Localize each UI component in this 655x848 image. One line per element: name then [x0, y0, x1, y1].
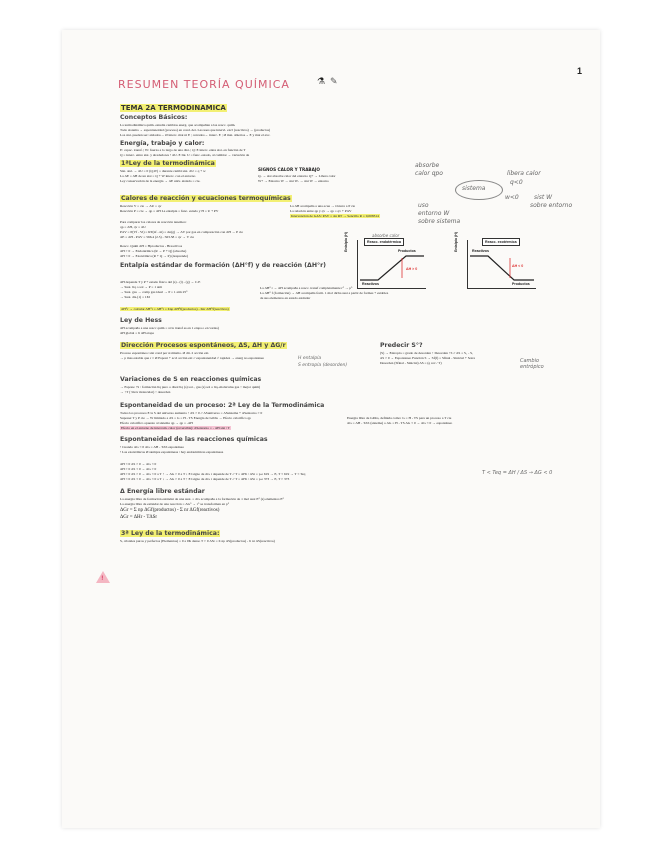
text-line: W+ → Entorno W → sist W- → sist W → entorno — [258, 179, 329, 183]
note-sist-w: sist W — [534, 194, 553, 201]
predecir-heading: Predecir S°? — [380, 342, 423, 349]
endo-block — [120, 244, 188, 259]
text-line: Efecto calorífico opuesto al sistema qp → qp = -ΔH — [120, 421, 193, 425]
text-line: ΔGr = ΔHr - TΔSr — [120, 515, 158, 520]
document-page — [62, 30, 600, 828]
chart-title: Reacc. endotérmica — [364, 238, 404, 246]
exothermic-curve — [468, 240, 536, 288]
text-line: La energía libre de estándar de una reacción = ΔG° → r° se transforman en p° — [120, 502, 230, 506]
note-w-lt0: w<0 — [505, 194, 519, 201]
direccion-right-block — [380, 351, 475, 366]
text-line: La energía libre de formación estándar de una sust. = ΔG acompaña a la formación de 1 mol sust E° (s) elementos E° — [120, 497, 284, 501]
tema-heading: TEMA 2A TERMODINAMICA — [121, 104, 226, 112]
text-line: → Sust. liq o sol → P = 1 atm — [120, 285, 163, 289]
text-line: ΔG = ΔH - TΔS (sistema) o ΔG = H - TS ΔG < 0 → ΔG < 0 → espontáneo — [347, 421, 453, 425]
text-line: ΔH global = Σ ΔH etapa — [120, 331, 154, 335]
entalpia-block — [120, 280, 200, 300]
note-uso: uso — [418, 202, 429, 209]
text-line: Efecto en el entorno de intercam. calor (reversible): ΔSentorno = - ΔH sist / T — [121, 426, 230, 430]
calores-block — [120, 204, 218, 214]
text-line: → Sust. dis.(1) = 1M — [120, 295, 150, 299]
case-row: ΔH > 0 ΔS < 0 → ΔG > 0 — [120, 467, 157, 471]
note-q-lt0: q<0 — [510, 179, 523, 186]
case-row: ΔH < 0 ΔS > 0 → ΔG < 0 — [120, 462, 157, 466]
text-line: E: capac. transf. | W: fuerza a lo largo de una dist. | Q: E interc. entre sist. en función de T — [120, 148, 246, 152]
note-libera-calor: libera calor — [507, 170, 541, 177]
text-line: • Cuando ΔG < 0 ΔG = ΔH - TΔS espontáneo — [120, 445, 185, 449]
entalpia-formula: ΔH°r → calcular ΔH°r = ΔH°r = Σnp ΔH°f(productos) - Σnr ΔH°f(reactivos) — [121, 307, 229, 311]
cases-block — [120, 462, 305, 482]
note-entorno-w: entorno W — [418, 210, 450, 217]
espont-block — [120, 445, 223, 455]
warning-exclamation-icon: ! — [101, 575, 104, 582]
text-line: ΔE = ΔH - PΔV = 566.4 (2.5) - 563.58 = qv → V cte — [120, 235, 195, 239]
trabajo-block — [120, 148, 249, 158]
text-line: Sist. aisl. → ΔU = 0 (Q,W) = durante cambi sist. ΔU = q + w — [120, 169, 206, 173]
text-line: La ΔE = ΔH de un sist = Q + W interc. con el entorno — [120, 174, 196, 178]
case-row: ΔH > 0 ΔS > 0 → ΔG < 0 a T ↑ → ΔG > 0 a T ↓ El signo de ΔG r depende de T // T = ΔHr / ΔSr = p.e 619 → E, T < 619 → T < Teq — [120, 472, 306, 476]
entalpia-heading: Entalpía estándar de formación (ΔH°f) y de reacción (ΔH°r) — [120, 262, 326, 269]
text-line: La ΔH° f (formación) → ΔH acompaña form. 1 mol dicha sust a partir de formas + estables — [260, 291, 389, 295]
document-title: RESUMEN TEORÍA QUÍMICA — [118, 78, 290, 91]
text-line: Reacc. Quím ΔH = Hproductos - Hreactivos — [120, 244, 183, 248]
text-line: Para comparar los calores de reacción tenemos: — [120, 220, 187, 224]
text-line: Energía libre de Gibbs, definida como: G = H - TS para un proceso a T cte — [347, 416, 452, 420]
text-line: → p mas estable que r // Ø Espont + acci acción ext // espontaneidad ≠ rapidez → energ no espontaneo — [120, 356, 265, 360]
text-line: La ΔH acompaña a una ecua → Ocurre a P cte — [290, 204, 356, 208]
chart-label: Reactivos — [472, 249, 489, 253]
text-line: Reacción V = cte → ΔU = qv — [120, 204, 162, 208]
text-line: qp = ΔH, qv = ΔU — [120, 225, 146, 229]
text-line: PΔV = P(Vf - Vi) = RT(nf - ni) = Δn(g) → ΔV por gas en comparación con ΔH → P cte — [120, 230, 243, 234]
text-line: Todos los procesos E la S del universo aumenta ↑ ΔS > 0 // ΔSuniverso = ΔSsistema + ΔSentorno > 0 — [120, 411, 263, 415]
note-sobre-entorno: sobre entorno — [530, 202, 573, 209]
conceptos-heading: Conceptos Básicos: — [120, 114, 188, 121]
text-line: Q- → sist absorbe calor del entorno Q+ → Libera calor — [258, 174, 336, 178]
note-absorbe: absorbe — [415, 162, 440, 169]
text-line: de sus elementos en estado estándar — [260, 296, 311, 300]
text-line: Todo sistema → espontaneidad (proceso) en cond. det. Las uses que intervi. excl (reactivos) → (productos) — [120, 128, 271, 132]
text-line: (S) → Entropía = grado de desorden ↑ Desorden ↑S // ΔS = S₂ - S₁ — [380, 351, 474, 355]
text-line: La relación entre qp y qv → qp = qv + PΔV — [290, 209, 352, 213]
text-line: Suponer T y P cte → W limitado a ΔS = G = H - TS Energía de Gibbs → Efecto calorífico qp — [120, 416, 251, 420]
chart-label: ΔH > 0 — [406, 267, 418, 271]
variaciones-block — [120, 385, 260, 395]
text-line: ΔGr = Σ np ΔGf(productos) - Σ nr ΔGf(reactivos) — [120, 508, 220, 513]
text-line: → Sust. gas → comp gas ideal → P = 1 atm 25° — [120, 290, 188, 294]
chart-title: Reacc. exotérmica — [482, 238, 520, 246]
text-line: Ley conservación de la energía → ΔE univ. aislado = cte. — [120, 179, 201, 183]
text-line: Q = interc. entre sist. y alrededores • ΔU. E Int. U = func. estado, al cambiar → variación de — [120, 153, 250, 157]
text-line: Desorden (Sfinal - Sinicial) ΔS = (q rev / T) — [380, 361, 442, 365]
entalpia-right-block — [260, 286, 388, 301]
hess-heading: Ley de Hess — [120, 317, 162, 324]
page-number: 1 — [576, 66, 582, 76]
note-s-entropia: S entropía (desorden) — [298, 363, 348, 368]
text-line: ΔH depende T y P + estado físico del (s) - (l) - (g) → C.E — [120, 280, 201, 284]
espont-heading: Espontaneidad de las reacciones químicas — [120, 436, 268, 443]
ley2-heading: Espontaneidad de un proceso: 2ª Ley de la Termodinámica — [120, 402, 325, 409]
text-line: → ↑T (↑mov molecular) ↑ desorden — [120, 390, 171, 394]
text-line: La ΔH° r → ΔH acompaña a reacc. transf completamente r° → p° — [260, 286, 353, 290]
chart-ylabel: Entalpía (H) — [454, 232, 458, 252]
ley3-line: S, cristales puros y perfectos (Elementos) = 0 a 0K denso T > 0 ΔSr = Σ np ΔS(productos) - Σ nr ΔS(reactivos) — [120, 539, 275, 543]
chart-label: Productos — [398, 249, 416, 253]
ley1-heading: 1ªLey de la termodinámica — [121, 160, 215, 167]
note-h-entalpia: H entalpía — [298, 356, 322, 361]
ley3-heading: 3ª Ley de la termodinámica: — [121, 530, 220, 537]
text-line: • Las exotérmicas Ø siempre espontáneas / hay endotérmicas espontáneas — [120, 450, 224, 454]
text-line: Reacción P = cte → qp = ΔH La entalpía = func. estado y H = U + PV — [120, 209, 219, 213]
note-teq: T < Teq = ΔH / ΔS → ΔG < 0 — [482, 470, 553, 476]
case-row: ΔH < 0 ΔS < 0 → ΔG < 0 a T ↓ → ΔG > 0 a T ↑ El signo de ΔG r depende de T // T = ΔHr / ΔSr = p.e 373 → E, T > 373 — [120, 477, 290, 481]
chart-label: ΔH < 0 — [512, 264, 524, 268]
ley2-right-block — [347, 416, 452, 426]
chart-label: Reactivos — [362, 282, 379, 286]
endothermic-chart — [357, 240, 426, 289]
trabajo-heading: Energía, trabajo y calor: — [120, 140, 205, 147]
text-line: La termodinámica quím. estudia cambios energ. que acompañan a las reacc. quím. — [120, 123, 236, 127]
note-absorbe-calor: absorbe calor — [372, 233, 400, 238]
text-line: → Espone ↑S : formación liq puro o disol liq (s) sol. , gas (s) sol o liq.-moléculas gas ↑ mejor quím) — [120, 385, 261, 389]
chart-ylabel: Entalpía (H) — [344, 232, 348, 252]
calores-right-block — [290, 204, 380, 219]
signos-heading: SIGNOS CALOR Y TRABAJO — [258, 167, 320, 172]
conceptos-block — [120, 123, 270, 138]
ley2-block — [120, 411, 262, 431]
hess-block — [120, 326, 219, 336]
text-line: Proceso espontáneo: sist cond per si mismo. Ø dir. 2 acción ext. — [120, 351, 210, 355]
variaciones-heading: Variaciones de S en reacciones químicas — [120, 376, 262, 383]
gibbs-block — [120, 497, 284, 521]
direccion-heading: Dirección Procesos espontáneos, ΔS, ΔH y ΔG/r — [121, 342, 286, 349]
text-line: ΔS > 0 → Espontaneo Función S → Sf(f) = Sfinal - Sinicial + Sotra — [380, 356, 476, 360]
signos-block — [258, 174, 336, 184]
note-sistema: sistema — [462, 185, 486, 192]
note-sobre-sistema: sobre sistema — [418, 218, 461, 225]
calores-compare-block — [120, 220, 243, 240]
note-calor-qpo: calor qpo — [415, 170, 443, 177]
molecule-icon: ⚗ — [317, 76, 326, 86]
chart-label: Productos — [512, 282, 530, 286]
text-line: ΔH < 0 → Exotérmica (R + Q → P) (desprende) — [120, 254, 189, 258]
direccion-block — [120, 351, 264, 361]
calores-heading: Calores de reacción y ecuaciones termoquímicas — [121, 195, 291, 202]
exothermic-chart — [467, 240, 536, 289]
text-line: ΔH > 0 → Endotérmica (R → P + Q) (absorbe) — [120, 249, 187, 253]
endothermic-curve — [358, 240, 426, 288]
pen-icon: ✎ — [330, 76, 338, 86]
note-cambio-entropico: Cambio entrópico — [520, 358, 544, 370]
ley1-block — [120, 169, 206, 184]
gibbs-heading: Δ Energía libre estándar — [120, 488, 205, 495]
text-line: Los sist. pueden ser: aislados→ Ø interc. mat ni E ; cerrados→ interc. E ; Ø mat. abiertos→ E y mat el exc. — [120, 133, 271, 137]
text-line: Intervención de GAS: PΔV = Δn RT → Sencillo R = 0,008314 — [291, 214, 379, 218]
text-line: ΔH acompaña a una reacc quim = si la transf es en 1 etapa o en varias) — [120, 326, 219, 330]
